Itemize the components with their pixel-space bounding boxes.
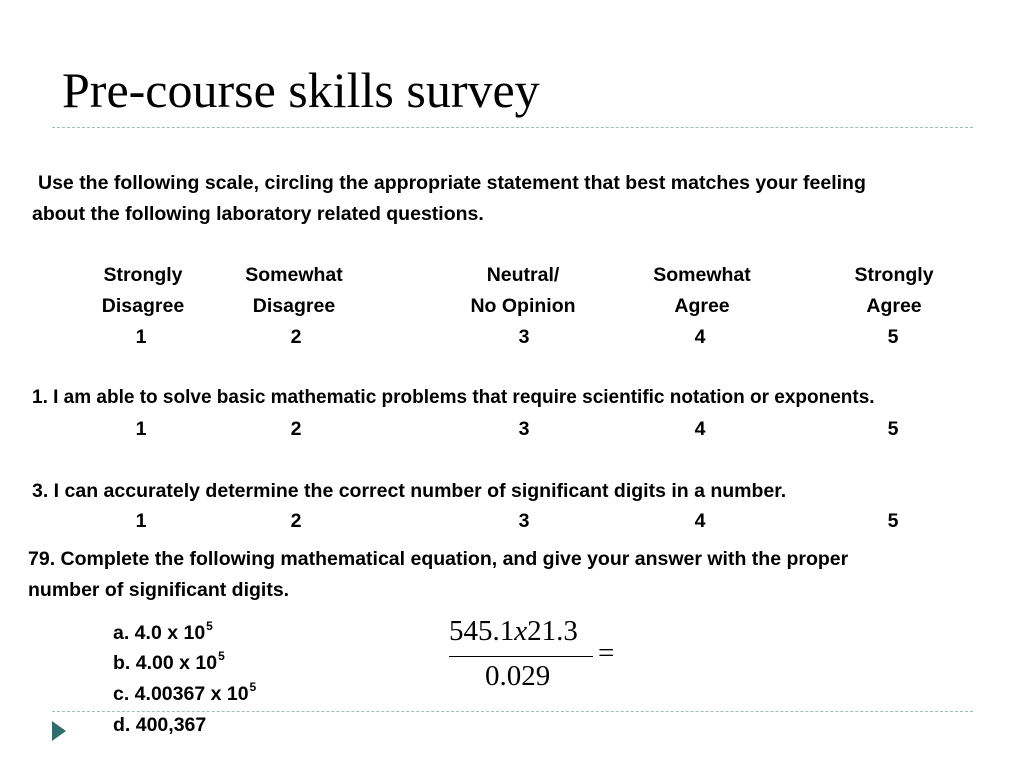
question-3-text: 3. I can accurately determine the correct number of significant digits in a number. [32,480,787,502]
choice-d[interactable]: d. 400,367 [113,714,207,736]
question-1-rating-5[interactable]: 5 [887,418,899,440]
scale-value-4: 4 [694,326,706,348]
question-1-rating-1[interactable]: 1 [135,418,147,440]
scale-value-2: 2 [290,326,302,348]
question-1-text: 1. I am able to solve basic mathematic problems that require scientific notation or exponents. [32,387,875,408]
title-divider [52,127,973,128]
choice-a[interactable]: a. 4.0 x $10^5$ [113,619,213,644]
scale-label-2: Somewhat Disagree [245,264,343,317]
equation-equals: = [598,637,615,669]
question-1-rating-2[interactable]: 2 [290,418,302,440]
equation-numerator: 545.1x21.3 [449,615,578,647]
problem-line-1: 79. Complete the following mathematical equation, and give your answer with the proper [28,548,849,570]
question-3-rating-1[interactable]: 1 [135,510,147,532]
scale-label-5: Strongly Agree [854,264,934,317]
choice-c[interactable]: c. 4.00367 x $10^5$ [113,680,257,705]
triangle-right-icon [52,721,66,741]
scale-value-5: 5 [887,326,899,348]
question-1-rating-4[interactable]: 4 [694,418,706,440]
question-3-rating-3[interactable]: 3 [518,510,530,532]
page-title: Pre-course skills survey [62,62,540,118]
question-3-rating-5[interactable]: 5 [887,510,899,532]
bottom-divider [52,711,973,712]
instruction-line-2: about the following laboratory related questions. [32,203,484,225]
equation-denominator: 0.029 [485,660,551,692]
instruction-line-1: Use the following scale, circling the appropriate statement that best matches your feeling [38,172,866,194]
scale-label-3: Neutral/ No Opinion [470,264,576,317]
scale-label-4: Somewhat Agree [653,264,751,317]
question-3-rating-2[interactable]: 2 [290,510,302,532]
fraction-bar [449,656,593,657]
question-3-rating-4[interactable]: 4 [694,510,706,532]
scale-label-1: Strongly Disagree [101,264,185,317]
scale-value-3: 3 [518,326,530,348]
scale-value-1: 1 [135,326,147,348]
choice-b[interactable]: b. 4.00 x $10^5$ [113,649,225,674]
problem-line-2: number of significant digits. [28,579,290,601]
question-1-rating-3[interactable]: 3 [518,418,530,440]
